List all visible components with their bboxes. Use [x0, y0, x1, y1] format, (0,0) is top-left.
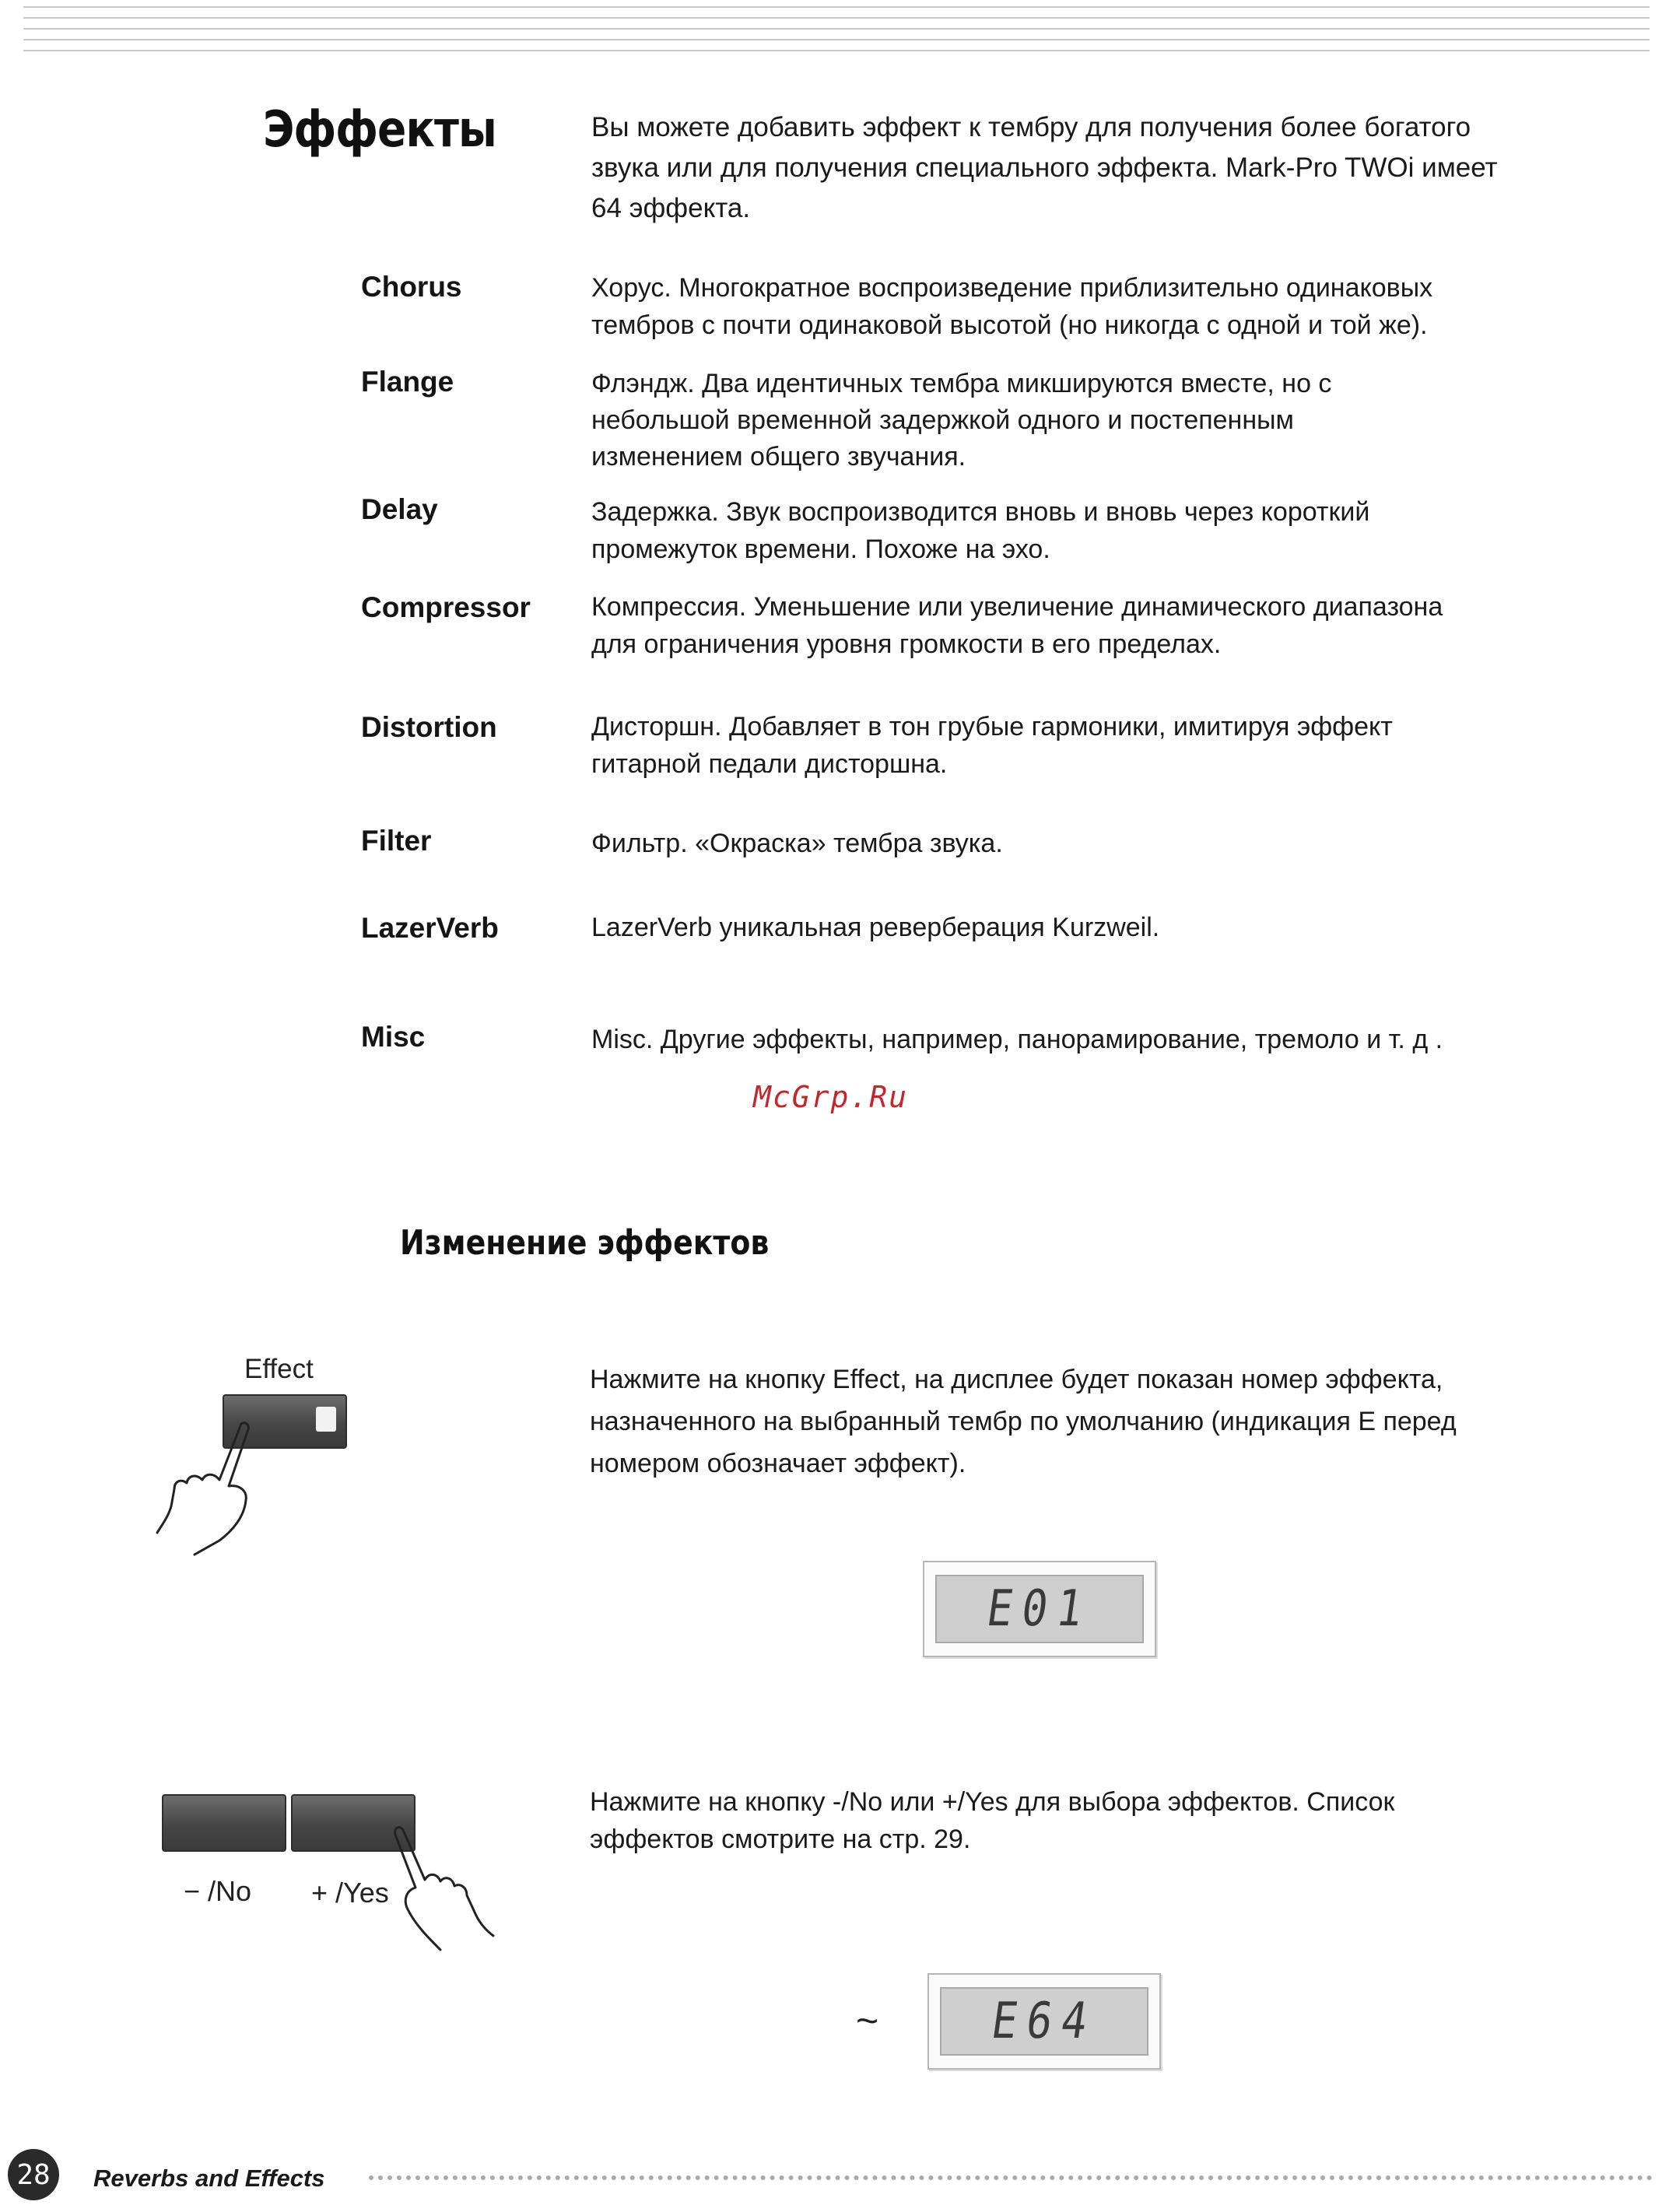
- effect-name-delay: Delay: [361, 493, 438, 525]
- step1-line: назначенного на выбранный тембр по умолчанию (индикация E перед: [590, 1407, 1457, 1436]
- desc-line: для ограничения уровня громкости в его пределах.: [591, 629, 1222, 659]
- desc-line: Misc. Другие эффекты, например, панорамирование, тремоло и т. д .: [591, 1025, 1443, 1054]
- header-rule: [23, 28, 1650, 30]
- effect-desc-compressor: [591, 588, 1494, 663]
- effect-desc-delay: [591, 493, 1494, 568]
- header-rule: [23, 17, 1650, 19]
- effect-name-lazerverb: LazerVerb: [361, 912, 499, 944]
- watermark: McGrp.Ru: [753, 1080, 909, 1114]
- desc-line: Флэндж. Два идентичных тембра микшируются вместе, но с: [591, 369, 1332, 398]
- desc-line: небольшой временной задержкой одного и постепенным: [591, 405, 1294, 435]
- yes-button-label: + /Yes: [311, 1877, 389, 1909]
- footer-section-name: Reverbs and Effects: [93, 2165, 325, 2192]
- section-title: Изменение эффектов: [400, 1223, 770, 1263]
- page-title: Эффекты: [263, 101, 496, 159]
- lcd-screen: [935, 1575, 1144, 1643]
- effect-name-distortion: Distortion: [361, 711, 497, 743]
- pointing-hand-icon: [148, 1416, 265, 1556]
- step2-line: Нажмите на кнопку -/No или +/Yes для выбора эффектов. Список: [590, 1787, 1395, 1817]
- page-number: 28: [8, 2149, 59, 2200]
- led-indicator: [316, 1407, 336, 1432]
- desc-line: Фильтр. «Окраска» тембра звука.: [591, 829, 1003, 858]
- step2-text: [590, 1783, 1516, 1858]
- desc-line: Дисторшн. Добавляет в тон грубые гармоники, имитируя эффект: [591, 712, 1393, 741]
- lcd-value: E01: [983, 1580, 1096, 1638]
- header-rule: [23, 39, 1650, 40]
- lcd-value: E64: [987, 1993, 1101, 2050]
- no-button[interactable]: [162, 1794, 286, 1852]
- desc-line: Задержка. Звук воспроизводится вновь и вновь через короткий: [591, 497, 1370, 527]
- effect-desc-misc: [591, 1021, 1494, 1058]
- effect-desc-distortion: [591, 708, 1494, 783]
- step1-line: номером обозначает эффект).: [590, 1449, 966, 1478]
- desc-line: Компрессия. Уменьшение или увеличение динамического диапазона: [591, 592, 1443, 622]
- intro-line: Вы можете добавить эффект к тембру для получения более богатого: [591, 112, 1471, 142]
- pointing-hand-icon: [389, 1821, 498, 1953]
- effect-name-filter: Filter: [361, 825, 432, 857]
- header-rule: [23, 50, 1650, 51]
- effect-name-misc: Misc: [361, 1021, 426, 1053]
- intro-line: 64 эффекта.: [591, 193, 751, 223]
- effect-desc-chorus: [591, 269, 1494, 344]
- no-button-label: − /No: [184, 1875, 252, 1907]
- lcd-display-1: [923, 1561, 1156, 1657]
- effect-name-flange: Flange: [361, 366, 454, 398]
- step1-text: [590, 1358, 1516, 1485]
- desc-line: LazerVerb уникальная реверберация Kurzweil.: [591, 913, 1160, 942]
- effect-desc-filter: [591, 825, 1494, 862]
- desc-line: гитарной педали дисторшна.: [591, 749, 948, 779]
- desc-line: Хорус. Многократное воспроизведение приблизительно одинаковых: [591, 273, 1433, 303]
- desc-line: тембров с почти одинаковой высотой (но никогда с одной и той же).: [591, 310, 1428, 340]
- effect-desc-flange: [591, 366, 1494, 475]
- intro-line: звука или для получения специального эффекта. Mark-Pro TWOi имеет: [591, 152, 1498, 183]
- range-tilde: ~: [856, 1999, 879, 2042]
- step2-line: эффектов смотрите на стр. 29.: [590, 1825, 971, 1854]
- footer-dotted-rule: [369, 2175, 1653, 2180]
- desc-line: промежуток времени. Похоже на эхо.: [591, 535, 1050, 564]
- effect-name-compressor: Compressor: [361, 591, 531, 623]
- intro-text: [591, 107, 1517, 229]
- lcd-screen: [940, 1987, 1148, 2056]
- desc-line: изменением общего звучания.: [591, 442, 966, 471]
- effect-desc-lazerverb: [591, 909, 1494, 946]
- effect-button-label: Effect: [244, 1354, 314, 1384]
- step1-line: Нажмите на кнопку Effect, на дисплее будет показан номер эффекта,: [590, 1365, 1443, 1394]
- lcd-display-2: [927, 1973, 1161, 2070]
- header-rule: [23, 6, 1650, 8]
- effect-name-chorus: Chorus: [361, 271, 462, 303]
